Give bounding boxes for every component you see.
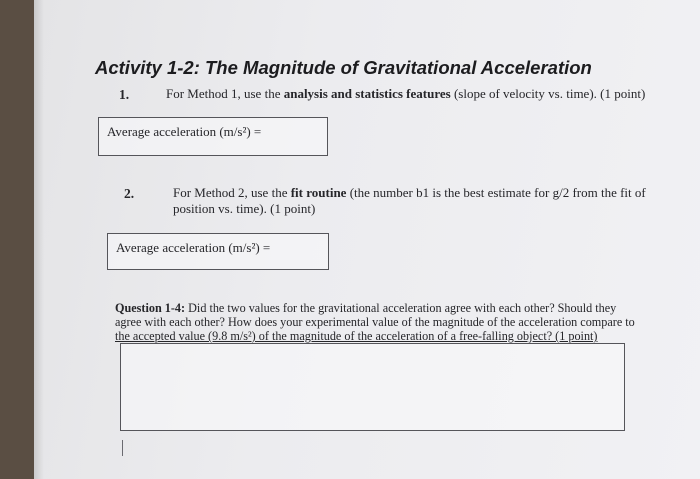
item-2-number: 2. [124,186,135,201]
question-line-3: the accepted value (9.8 m/s²) of the magnitude of the acceleration of a free-falling object? (1 point) [115,329,598,343]
item-2-text-post: (the number b1 is the best estimate for g/2 from the fit of [346,185,646,200]
method-1-answer-box[interactable] [98,117,328,156]
activity-heading: Activity 1-2: The Magnitude of Gravitational Acceleration [95,57,592,78]
question-label: Question 1-4: [115,301,186,315]
item-2-line-2: position vs. time). (1 point) [173,201,316,216]
question-1-4-text [115,301,635,343]
question-1-4-answer-box[interactable] [120,343,625,431]
item-1-instruction [166,86,645,102]
item-1-text-bold: analysis and statistics features [283,86,451,101]
question-line-1: Question 1-4: Did the two values for the gravitational acceleration agree with each other? Should they [115,301,617,315]
question-line-2: agree with each other? How does your experimental value of the magnitude of the acceleration compare to [115,315,635,329]
item-2-instruction [173,185,646,217]
item-2-text-pre: For Method 2, use the [173,185,291,200]
item-1-text-post: (slope of velocity vs. time). (1 point) [450,86,646,101]
page-edge-shadow [34,0,44,479]
method-1-answer-label: Average acceleration (m/s²) = [107,124,262,139]
method-2-answer-label: Average acceleration (m/s²) = [116,240,271,255]
method-2-answer-box[interactable] [107,233,329,270]
item-2-line-1 [173,185,646,201]
item-1-number: 1. [119,87,130,102]
text-cursor-mark [122,440,123,456]
item-2-text-bold: fit routine [290,185,347,200]
item-1-text-pre: For Method 1, use the [166,86,284,101]
worksheet-page [34,0,700,479]
